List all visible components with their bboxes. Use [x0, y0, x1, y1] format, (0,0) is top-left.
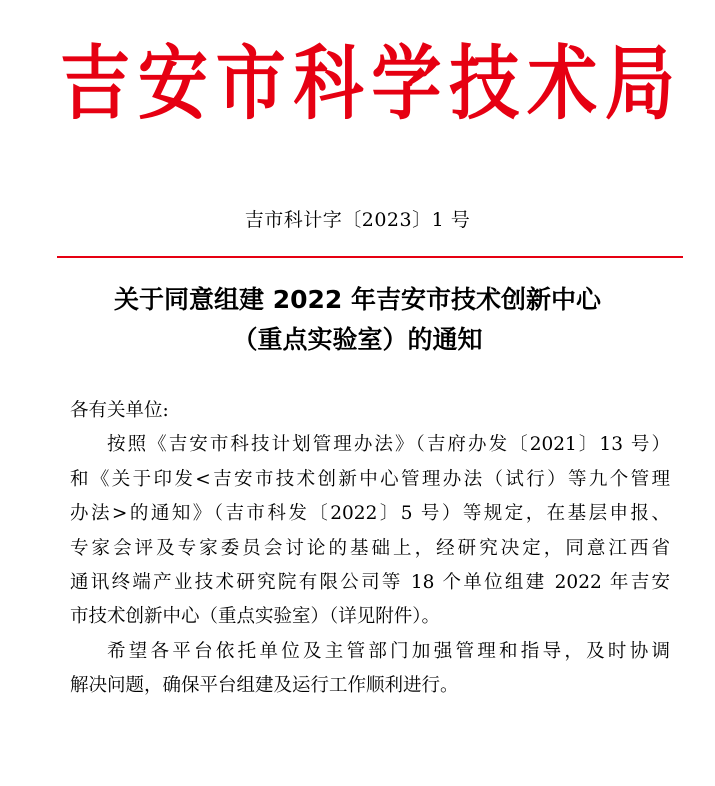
- letterhead-char: 技: [449, 36, 520, 131]
- letterhead-char: 吉: [60, 36, 130, 131]
- letterhead-char: 科: [293, 36, 364, 131]
- salutation: 各有关单位:: [70, 400, 169, 421]
- paragraph-line: 通讯终端产业技术研究院有限公司等 18 个单位组建 2022 年吉安: [70, 572, 670, 594]
- paragraph-line: 办法>的通知》（吉市科发〔2022〕5 号）等规定，在基层申报、: [70, 503, 670, 525]
- paragraph-line: 按照《吉安市科技计划管理办法》（吉府办发〔2021〕13 号）: [107, 434, 670, 456]
- paragraph-2: [70, 635, 670, 704]
- paragraph-line: 和《关于印发<吉安市技术创新中心管理办法（试行）等九个管理: [70, 468, 670, 490]
- letterhead-char: 局: [604, 36, 675, 131]
- letterhead-char: 学: [371, 36, 442, 131]
- title-line-1: 关于同意组建 2022 年吉安市技术创新中心: [114, 285, 601, 314]
- red-divider: [57, 256, 683, 258]
- paragraph-line: 市技术创新中心（重点实验室）（详见附件）。: [70, 606, 441, 628]
- document-number: 吉市科计字〔2023〕1 号: [244, 209, 471, 231]
- title-line-2: （重点实验室）的通知: [232, 325, 483, 354]
- paragraph-line: 希望各平台依托单位及主管部门加强管理和指导，及时协调: [107, 640, 670, 662]
- letterhead-char: 安: [137, 36, 208, 131]
- document-body: [70, 394, 670, 704]
- letterhead: [60, 32, 675, 136]
- letterhead-char: 市: [215, 36, 286, 131]
- letterhead-char: 术: [527, 36, 598, 131]
- paragraph-line: 专家会评及专家委员会讨论的基础上，经研究决定，同意江西省: [70, 537, 670, 559]
- paragraph-1: [70, 428, 670, 634]
- paragraph-line: 解决问题，确保平台组建及运行工作顺利进行。: [70, 675, 459, 697]
